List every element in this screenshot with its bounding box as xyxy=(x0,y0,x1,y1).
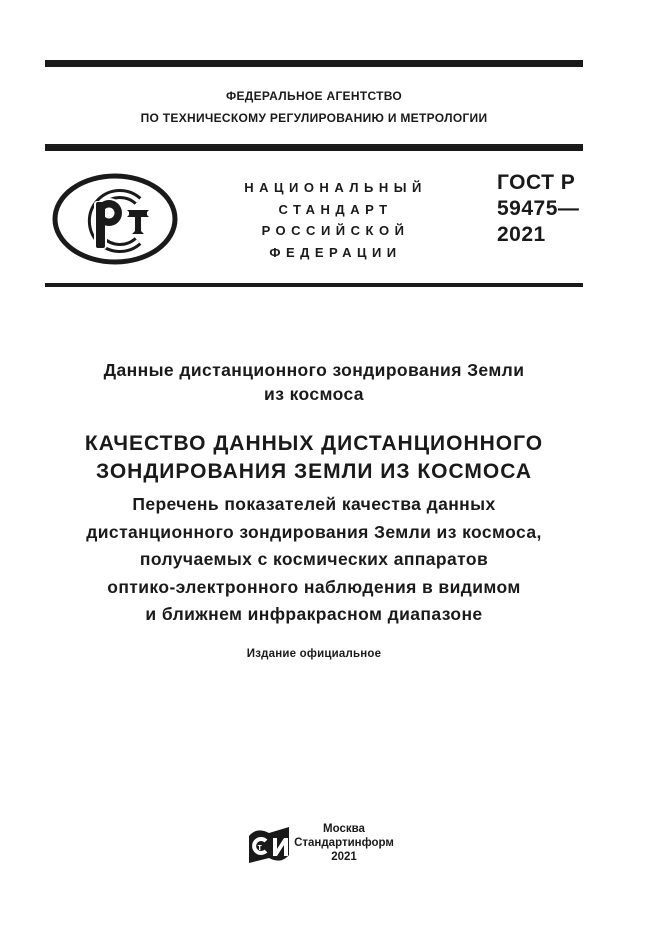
standard-subtitle xyxy=(45,491,583,629)
main-title-line-1: КАЧЕСТВО ДАННЫХ ДИСТАНЦИОННОГО xyxy=(84,432,544,455)
standartinform-logo-icon xyxy=(248,825,290,865)
agency-name-line-1: ФЕДЕРАЛЬНОЕ АГЕНТСТВО xyxy=(225,89,403,103)
designation-line-1: ГОСТ Р xyxy=(497,171,576,194)
imprint-block xyxy=(288,822,400,864)
subtitle-line-5: и ближнем инфракрасном диапазоне xyxy=(145,604,483,624)
main-title-line-2: ЗОНДИРОВАНИЯ ЗЕМЛИ ИЗ КОСМОСА xyxy=(95,460,533,483)
imprint-publisher: Стандартинформ xyxy=(294,837,394,849)
subtitle-line-2: дистанционного зондирования Земли из космоса, xyxy=(86,521,542,542)
svg-text:т: т xyxy=(257,842,262,852)
edition-note: Издание официальное xyxy=(246,648,382,660)
middle-rule xyxy=(45,144,583,151)
group-title-line-1: Данные дистанционного зондирования Земли xyxy=(103,360,525,380)
agency-name-line-2: ПО ТЕХНИЧЕСКОМУ РЕГУЛИРОВАНИЮ И МЕТРОЛОГИИ xyxy=(140,110,488,125)
thin-rule xyxy=(45,283,583,287)
subtitle-line-3: получаемых с космических аппаратов xyxy=(139,549,489,569)
designation-line-3: 2021 xyxy=(497,223,546,246)
imprint-year: 2021 xyxy=(331,851,357,863)
standard-type-line-1: НАЦИОНАЛЬНЫЙ xyxy=(244,180,427,195)
standard-main-title xyxy=(45,430,583,486)
standard-type-line-4: ФЕДЕРАЦИИ xyxy=(269,244,402,260)
top-rule xyxy=(45,60,583,67)
standard-group-title xyxy=(45,358,583,406)
subtitle-line-1: Перечень показателей качества данных xyxy=(132,494,496,514)
standard-designation xyxy=(497,170,579,248)
group-title-line-2: из космоса xyxy=(264,384,364,404)
designation-line-2: 59475— xyxy=(497,197,580,220)
standard-type-line-2: СТАНДАРТ xyxy=(278,201,393,217)
imprint-city: Москва xyxy=(323,823,365,835)
agency-header xyxy=(45,86,583,129)
standard-type-line-3: РОССИЙСКОЙ xyxy=(261,223,410,238)
standard-type-label xyxy=(183,177,488,263)
rst-certification-mark-icon xyxy=(50,171,180,267)
subtitle-line-4: оптико-электронного наблюдения в видимом xyxy=(107,576,521,597)
